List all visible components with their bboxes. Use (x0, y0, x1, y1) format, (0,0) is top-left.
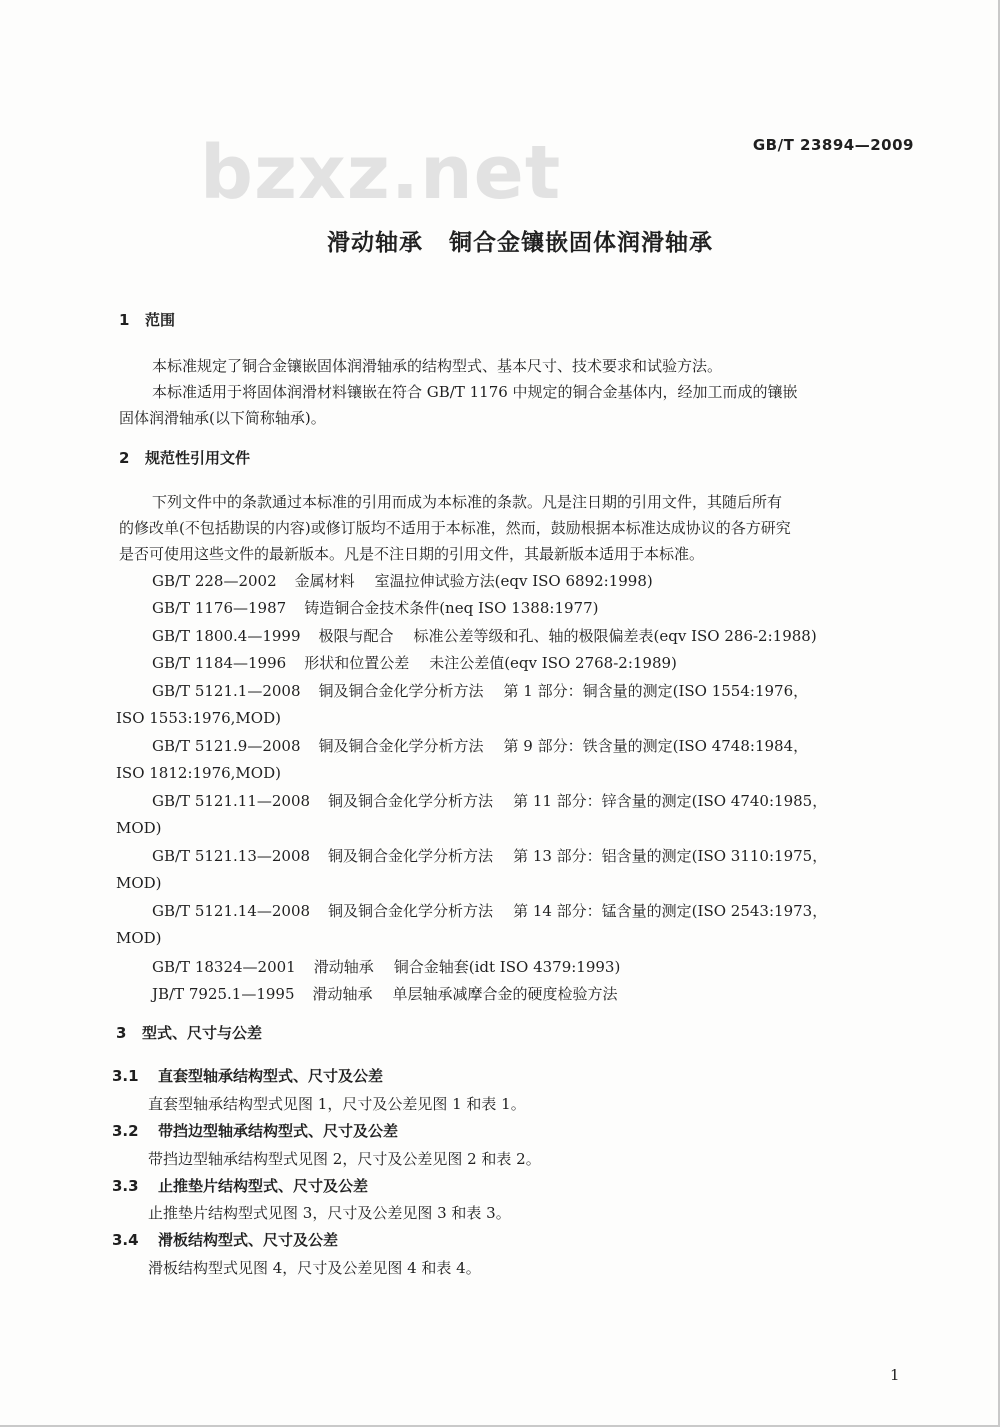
section-1-heading: 1 范围 (119, 311, 176, 329)
subsection-heading: 3.2 带挡边型轴承结构型式、尺寸及公差 (112, 1122, 399, 1140)
reference-item: GB/T 5121.13—2008 铜及铜合金化学分析方法 第 13 部分：铝含量的测定(ISO 3110:1975， (152, 847, 828, 865)
reference-item: GB/T 228—2002 金属材料 室温拉伸试验方法(eqv ISO 6892:1998) (152, 572, 653, 590)
section-2-intro-line-3: 是否可使用这些文件的最新版本。凡是不注日期的引用文件，其最新版本适用于本标准。 (119, 545, 705, 563)
subsection-text: 带挡边型轴承结构型式见图 2，尺寸及公差见图 2 和表 2。 (148, 1150, 541, 1168)
reference-item-continuation: ISO 1553:1976,MOD) (116, 709, 281, 727)
subsection-text: 止推垫片结构型式见图 3，尺寸及公差见图 3 和表 3。 (148, 1204, 511, 1222)
reference-item: GB/T 5121.9—2008 铜及铜合金化学分析方法 第 9 部分：铁含量的测定(ISO 4748:1984， (152, 737, 809, 755)
section-2-heading: 2 规范性引用文件 (119, 449, 251, 467)
subsection-text: 滑板结构型式见图 4，尺寸及公差见图 4 和表 4。 (148, 1259, 481, 1277)
section-1-paragraph-2-line-1: 本标准适用于将固体润滑材料镶嵌在符合 GB/T 1176 中规定的铜合金基体内，经加工而成的镶嵌 (152, 383, 798, 401)
reference-item: GB/T 1800.4—1999 极限与配合 标准公差等级和孔、轴的极限偏差表(eqv ISO 286-2:1988) (152, 627, 817, 645)
reference-item: GB/T 5121.14—2008 铜及铜合金化学分析方法 第 14 部分：锰含量的测定(ISO 2543:1973， (152, 902, 828, 920)
reference-item-continuation: MOD) (116, 874, 162, 892)
reference-item: GB/T 1184—1996 形状和位置公差 未注公差值(eqv ISO 2768-2:1989) (152, 654, 677, 672)
reference-item-continuation: ISO 1812:1976,MOD) (116, 764, 281, 782)
title-part2: 铜合金镶嵌固体润滑轴承 (449, 230, 713, 256)
subsection-heading: 3.4 滑板结构型式、尺寸及公差 (112, 1231, 339, 1249)
reference-item: JB/T 7925.1—1995 滑动轴承 单层轴承减摩合金的硬度检验方法 (152, 985, 618, 1003)
subsection-heading: 3.1 直套型轴承结构型式、尺寸及公差 (112, 1067, 384, 1085)
page-number: 1 (890, 1366, 900, 1384)
subsection-heading: 3.3 止推垫片结构型式、尺寸及公差 (112, 1177, 369, 1195)
section-3-heading: 3 型式、尺寸与公差 (116, 1024, 263, 1042)
title-part1: 滑动轴承 (327, 230, 423, 256)
reference-item-continuation: MOD) (116, 929, 162, 947)
section-2-intro-line-2: 的修改单(不包括勘误的内容)或修订版均不适用于本标准，然而，鼓励根据本标准达成协议的各方研究 (119, 519, 791, 537)
reference-item: GB/T 18324—2001 滑动轴承 铜合金轴套(idt ISO 4379:1993) (152, 958, 621, 976)
section-1-paragraph-2-line-2: 固体润滑轴承(以下简称轴承)。 (119, 409, 326, 427)
section-2-intro-line-1: 下列文件中的条款通过本标准的引用而成为本标准的条款。凡是注日期的引用文件，其随后所有 (152, 493, 783, 511)
page-title (0, 224, 1000, 257)
reference-item-continuation: MOD) (116, 819, 162, 837)
subsection-text: 直套型轴承结构型式见图 1，尺寸及公差见图 1 和表 1。 (148, 1095, 526, 1113)
reference-item: GB/T 5121.1—2008 铜及铜合金化学分析方法 第 1 部分：铜含量的测定(ISO 1554:1976， (152, 682, 809, 700)
standard-code: GB/T 23894—2009 (752, 136, 914, 154)
reference-item: GB/T 5121.11—2008 铜及铜合金化学分析方法 第 11 部分：锌含量的测定(ISO 4740:1985， (152, 792, 828, 810)
watermark: bzxz.net (200, 130, 562, 216)
reference-item: GB/T 1176—1987 铸造铜合金技术条件(neq ISO 1388:1977) (152, 599, 599, 617)
section-1-paragraph-1: 本标准规定了铜合金镶嵌固体润滑轴承的结构型式、基本尺寸、技术要求和试验方法。 (152, 357, 723, 375)
